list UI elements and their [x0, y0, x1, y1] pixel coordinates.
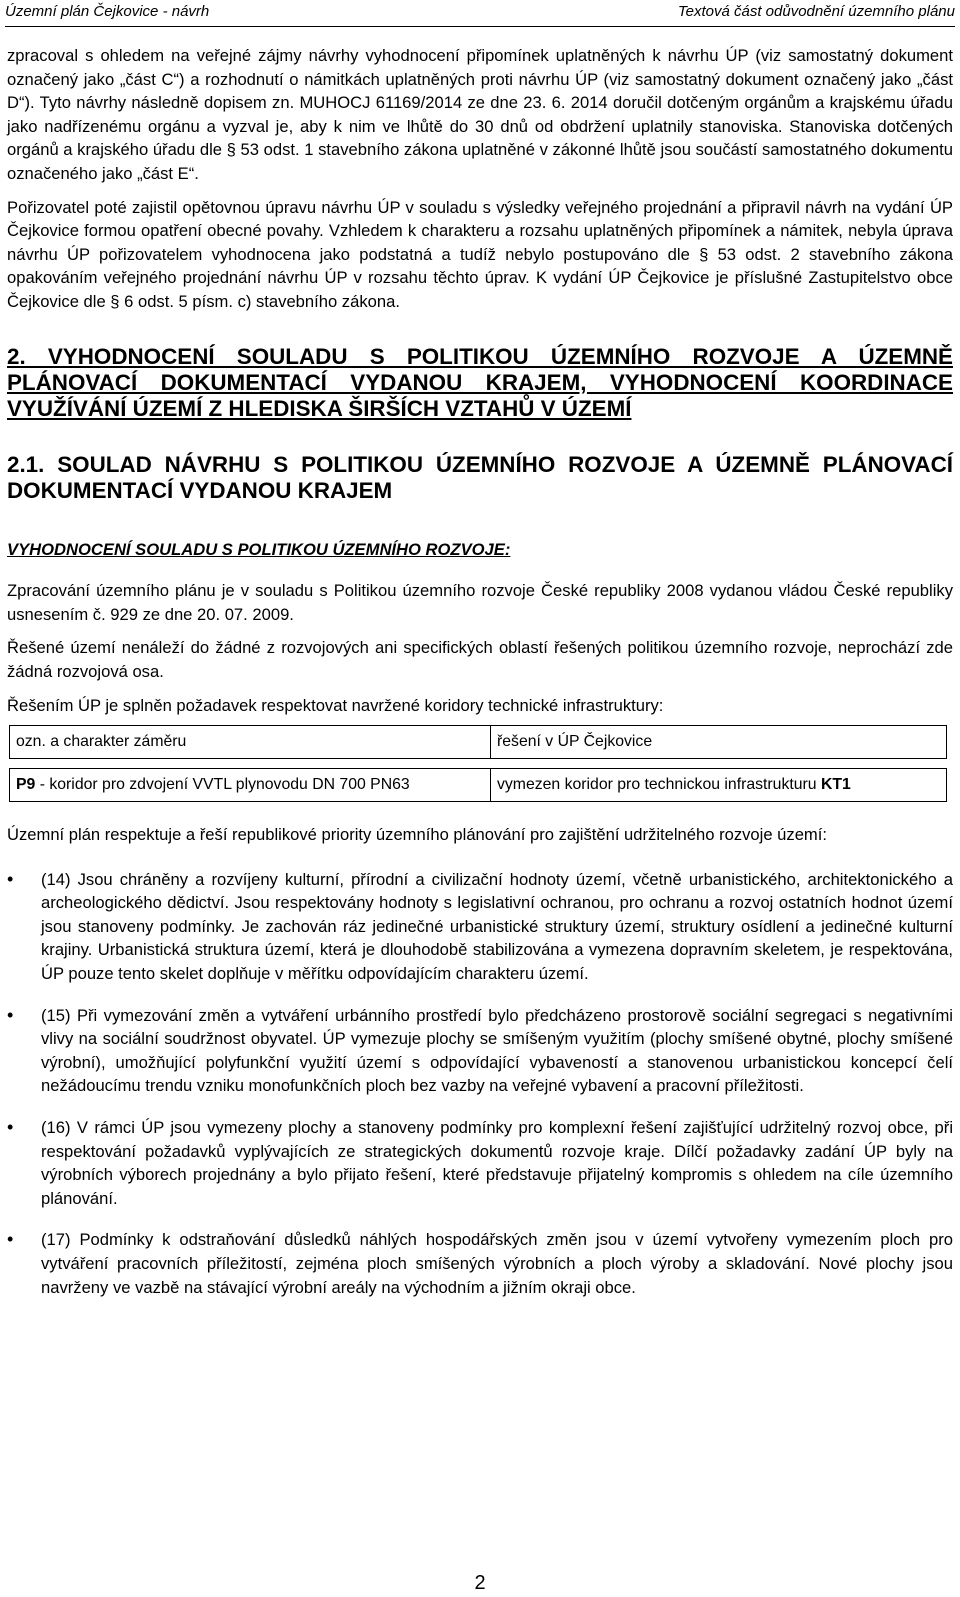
- table-cell: [491, 769, 947, 802]
- corridor-solution: vymezen koridor pro technickou infrastrukturu: [497, 776, 821, 794]
- corridor-table: [9, 725, 947, 802]
- table-header-row: [10, 726, 947, 759]
- paragraph-intro: zpracoval s ohledem na veřejné zájmy návrhy vyhodnocení připomínek uplatněných k návrhu ÚP (viz samostatný dokument označený jako „část C“) a rozhodnutí o námitkách uplatněných proti návrhu ÚP (viz samostatný dokument označený jako „část D“). Tyto návrhy následně dopisem zn. MUHOCJ 61169/2014 ze dne 23. 6. 2014 doručil dotčeným orgánům a krajskému úřadu jako nadřízenému orgánu a vyzval je, aby k nim ve lhůtě do 30 dnů od obdržení uplatnily stanoviska. Stanoviska dotčených orgánů a krajského úřadu dle § 53 odst. 1 stavebního zákona uplatněné v zákonné lhůtě jsou součástí samostatného dokumentu označeného jako „část E“.: [7, 46, 953, 183]
- corridor-code: P9: [16, 776, 36, 794]
- list-item: • (17) Podmínky k odstraňování důsledků náhlých hospodářských změn jsou v území vytvořeny vymezením ploch pro vytváření pracovních příležitostí, zejména ploch smíšených výrobních a ploch výroby a skladování. Nové plochy jsou navrženy ve vazbě na stávající výrobní areály na východním a jižním okraji obce.: [7, 1228, 953, 1299]
- list-item: • (15) Při vymezování změn a vytváření urbánního prostředí bylo předcházeno prostorově sociální segregaci s negativními vlivy na sociální soudržnost obyvatel. ÚP vymezuje plochy se smíšeným využitím (plochy smíšené obytné, plochy smíšené výrobní), umožňující polyfunkční využití území s odpovídající vybaveností a stanovenou urbanistickou koncepcí čelí nežádoucímu trendu vzniku monofunkčních ploch bez vazby na veřejné vybavení a pracovní příležitosti.: [7, 1004, 953, 1098]
- evaluation-heading: VYHODNOCENÍ SOULADU S POLITIKOU ÚZEMNÍHO ROZVOJE:: [7, 539, 511, 559]
- header-character: a charakter záměru: [45, 733, 187, 751]
- table-spacer-row: [10, 759, 947, 769]
- paragraph-corridors: Řešením ÚP je splněn požadavek respektovat navržené koridory technické infrastruktury:: [7, 695, 664, 715]
- priorities-list: [7, 868, 953, 1300]
- table-header-cell: [10, 726, 491, 759]
- section-2-heading: 2. VYHODNOCENÍ SOULADU S POLITIKOU ÚZEMNÍHO ROZVOJE A ÚZEMNĚ PLÁNOVACÍ DOKUMENTACÍ VYDANOU KRAJEM, VYHODNOCENÍ KOORDINACE VYUŽÍVÁNÍ ÚZEMÍ Z HLEDISKA ŠIRŠÍCH VZTAHŮ V ÚZEMÍ: [7, 343, 953, 421]
- paragraph-priorities: Územní plán respektuje a řeší republikové priority územního plánování pro zajištění udržitelného rozvoje území:: [7, 825, 827, 845]
- table-cell: [10, 769, 491, 802]
- page-header: [5, 0, 955, 27]
- paragraph-procedure: Pořizovatel poté zajistil opětovnou úpravu návrhu ÚP v souladu s výsledky veřejného projednání a připravil návrh na vydání ÚP Čejkovice formou opatření obecné povahy. Vzhledem k charakteru a rozsahu uplatněných připomínek a námitek, nebyla úprava návrhu ÚP pořizovatelem vyhodnocena jako podstatná a tudíž nebylo postupováno dle § 53 odst. 2 stavebního zákona opakováním veřejného projednání návrhu ÚP v rozsahu těchto úprav. K vydání ÚP Čejkovice je příslušné Zastupitelstvo obce Čejkovice dle § 6 odst. 5 písm. c) stavebního zákona.: [7, 197, 953, 311]
- header-doc-title: Územní plán Čejkovice - návrh: [5, 3, 210, 20]
- table-header-cell: řešení v ÚP Čejkovice: [491, 726, 947, 759]
- header-abbr: ozn.: [16, 733, 46, 751]
- paragraph-no-development-area: Řešené území nenáleží do žádné z rozvojových ani specifických oblastí řešených politikou územního rozvoje, neprochází zde žádná rozvojová osa.: [7, 638, 953, 681]
- section-2-1-heading: 2.1. SOULAD NÁVRHU S POLITIKOU ÚZEMNÍHO ROZVOJE A ÚZEMNĚ PLÁNOVACÍ DOKUMENTACÍ VYDANOU KRAJEM: [7, 451, 953, 503]
- list-item: • (14) Jsou chráněny a rozvíjeny kulturní, přírodní a civilizační hodnoty území, včetně urbanistického, architektonického a archeologického dědictví. Jsou respektovány hodnoty s legislativní ochranou, pro ochranu a rozvoj ostatních hodnot území jsou stanoveny podmínky. Je zachován ráz jedinečné urbanistické struktury území, struktury osídlení a jedinečné kulturní krajiny. Urbanistická struktura území, která je dlouhodobě stabilizována a vymezena dopravním skeletem, je respektována, ÚP pouze tento skelet doplňuje v měřítku odpovídajícím charakteru území.: [7, 868, 953, 986]
- document-body: [7, 44, 953, 1299]
- page-number: 2: [474, 1572, 486, 1594]
- corridor-solution-code: KT1: [820, 776, 851, 794]
- paragraph-pur-compliance: Zpracování územního plánu je v souladu s Politikou územního rozvoje České republiky 2008 vydanou vládou České republiky usnesením č. 929 ze dne 20. 07. 2009.: [7, 581, 953, 624]
- table-row: [10, 769, 947, 802]
- corridor-description: - koridor pro zdvojení VVTL plynovodu DN 700 PN63: [35, 776, 410, 794]
- header-section-title: Textová část odůvodnění územního plánu: [677, 3, 955, 20]
- list-item: • (16) V rámci ÚP jsou vymezeny plochy a stanoveny podmínky pro komplexní řešení zajišťující udržitelný rozvoj obce, při respektování požadavků vyplývajících ze strategických dokumentů rozvoje kraje. Dílčí požadavky zadání ÚP byly na výrobních výborech projednány a bylo přijato řešení, které představuje přijatelný kompromis s ohledem na cíle územního plánování.: [7, 1116, 953, 1210]
